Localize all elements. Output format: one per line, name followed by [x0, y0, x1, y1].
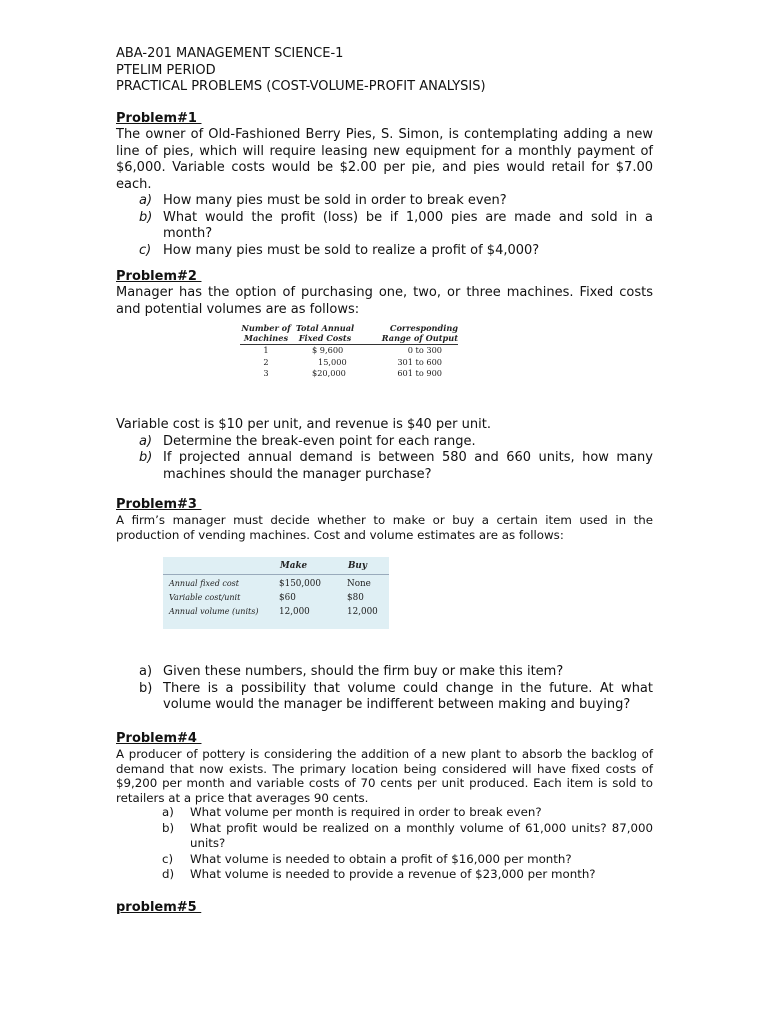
problem-5-title: problem#5	[116, 900, 202, 915]
period-title: PTELIM PERIOD	[116, 62, 216, 78]
document-page	[116, 46, 653, 915]
problem-4-question-a: a) What volume per month is required in order to break even?	[162, 805, 542, 819]
table-row: 2 15,000 301 to 600	[263, 356, 442, 367]
problem-3	[116, 496, 653, 542]
table-row: Variable cost/unit $60 $80	[169, 593, 364, 603]
problem-5	[116, 899, 653, 916]
problem-3-question-b: b) There is a possibility that volume could change in the future. At what volume would the manager be indifferent between making and buying?	[139, 680, 653, 712]
table-row: Annual fixed cost $150,000 None	[169, 579, 371, 589]
problem-2-title: Problem#2	[116, 269, 202, 284]
problem-4-questions	[116, 805, 653, 883]
problem-4-question-c: c) What volume is needed to obtain a profit of $16,000 per month?	[162, 851, 572, 866]
problem-4-title: Problem#4	[116, 731, 202, 746]
table-header: Make Buy	[163, 561, 389, 575]
problem-1-questions	[116, 193, 653, 259]
problem-3-text: A firm’s manager must decide whether to make or buy a certain item used in the production of vending machines. Cost and volume estimates are as follows:	[116, 513, 653, 542]
machines-cost-table	[240, 324, 458, 380]
problem-1-text: The owner of Old-Fashioned Berry Pies, S. Simon, is contemplating adding a new line of pies, which will require leasing new equipment for a monthly payment of $6,000. Variable costs would be $2.00 per pie, and pies would retail for $7.00 each.	[116, 127, 653, 192]
problem-4-text: A producer of pottery is considering the addition of a new plant to absorb the backlog of demand that now exists. The primary location being considered will have fixed costs of $9,200 per month and variable costs of 70 cents per unit produced. Each item is sold to retailers at a price that averages 90 cents.	[116, 747, 653, 805]
problem-2-text-2: Variable cost is $10 per unit, and revenue is $40 per unit.	[116, 417, 491, 432]
problem-1-question-a: a) How many pies must be sold in order to break even?	[139, 193, 507, 208]
problem-4-question-d: d) What volume is needed to provide a revenue of $23,000 per month?	[162, 867, 596, 881]
problem-2	[116, 268, 653, 318]
course-title: ABA-201 MANAGEMENT SCIENCE-1	[116, 46, 344, 61]
problem-1-question-c: c) How many pies must be sold to realize a profit of $4,000?	[139, 242, 540, 258]
problem-3-question-a: a) Given these numbers, should the firm buy or make this item?	[139, 664, 564, 679]
problem-2-question-b: b) If projected annual demand is between 580 and 660 units, how many machines should the manager purchase?	[139, 450, 653, 482]
table-row: 1 $ 9,600 0 to 300	[263, 345, 442, 355]
problem-1	[116, 110, 653, 259]
problem-1-title: Problem#1	[116, 111, 202, 126]
problem-2-continued	[116, 417, 653, 483]
table-row: 3 $20,000 601 to 900	[263, 368, 442, 378]
problem-2-questions	[116, 434, 653, 484]
problem-1-question-b: b) What would the profit (loss) be if 1,000 pies are made and sold in a month?	[139, 209, 653, 241]
section-title: PRACTICAL PROBLEMS (COST-VOLUME-PROFIT ANALYSIS)	[116, 79, 486, 94]
make-or-buy-table	[163, 557, 389, 629]
problem-3-questions-block	[116, 664, 653, 714]
problem-4-question-b: b) What profit would be realized on a monthly volume of 61,000 units? 87,000 units?	[162, 820, 653, 850]
table-header: Number of Machines Total Annual Fixed Costs Corresponding Range of Output	[240, 324, 458, 345]
problem-3-title: Problem#3	[116, 497, 202, 512]
problem-4	[116, 730, 653, 883]
table-row: Annual volume (units) 12,000 12,000	[169, 607, 378, 617]
problem-3-questions	[116, 664, 653, 714]
problem-2-text: Manager has the option of purchasing one, two, or three machines. Fixed costs and potential volumes are as follows:	[116, 285, 653, 317]
problem-2-question-a: a) Determine the break-even point for each range.	[139, 433, 476, 449]
